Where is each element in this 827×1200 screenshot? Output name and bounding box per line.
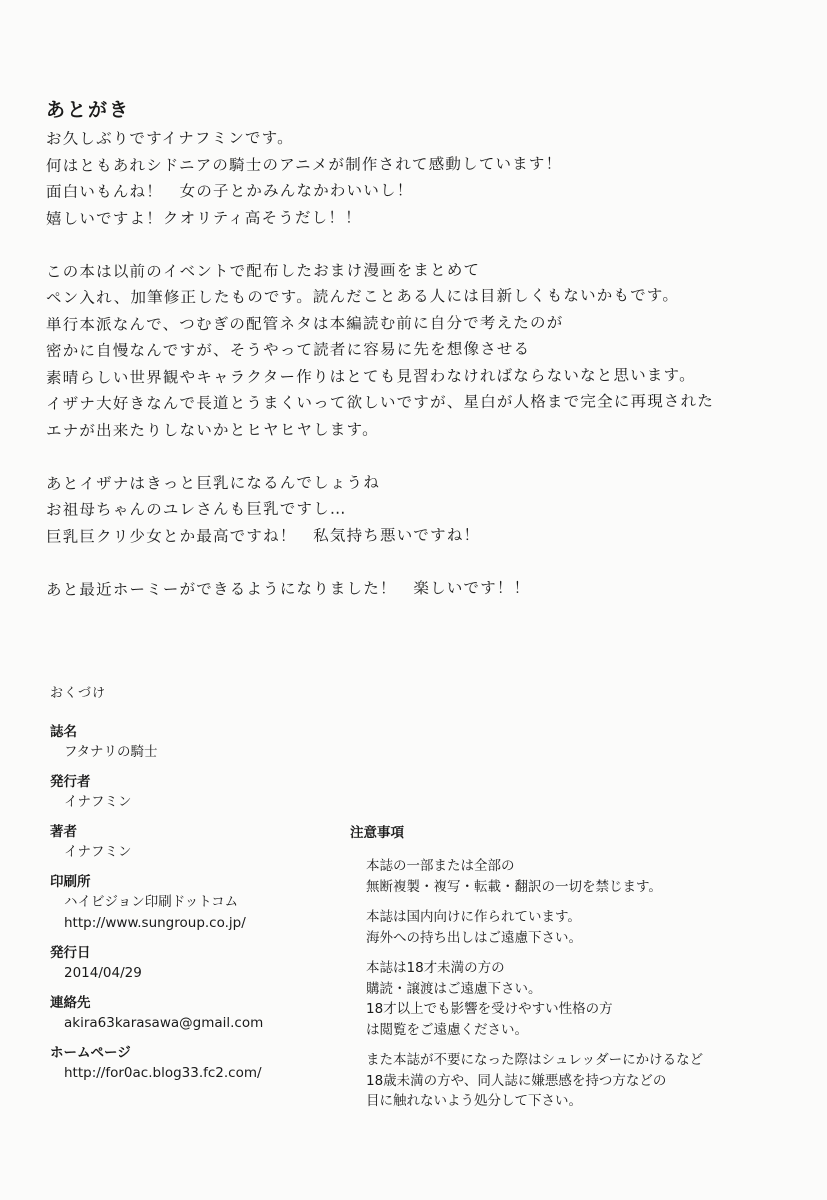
colophon-link[interactable]: akira63karasawa@gmail.com: [64, 1015, 264, 1031]
afterword-line: あと最近ホーミーができるようになりました！ 楽しいです！！: [45, 578, 531, 599]
notice-line: 本誌は国内向けに作られています。: [366, 909, 581, 925]
colophon-value: 2014/04/29: [64, 965, 142, 981]
notice-block: [350, 907, 810, 948]
notices-section: [350, 823, 810, 1122]
afterword-paragraph: [46, 577, 806, 604]
afterword-line: 面白いもんね！ 女の子とかみんなかわいいし！: [45, 181, 414, 201]
notice-block: [350, 1050, 810, 1112]
afterword-line: あとイザナはきっと巨乳になるんでしょうね: [45, 473, 381, 493]
colophon-entry: [50, 943, 350, 984]
colophon-entry: [50, 822, 350, 863]
colophon-label: 連絡先: [50, 995, 91, 1011]
notice-block: [350, 958, 810, 1040]
afterword-title: あとがき: [46, 99, 131, 121]
afterword-body: [46, 126, 806, 603]
afterword-line: お祖母ちゃんのユレさんも巨乳ですし…: [45, 499, 347, 519]
afterword-line: 何はともあれシドニアの騎士のアニメが制作されて感動しています！: [45, 154, 563, 175]
afterword-line: 巨乳巨クリ少女とか最高ですね！ 私気持ち悪いですね！: [45, 525, 481, 546]
afterword-line: 単行本派なんで、つむぎの配管ネタは本編読む前に自分で考えたのが: [45, 313, 564, 334]
colophon-label: 発行者: [50, 774, 91, 790]
afterword-line: 素晴らしい世界観やキャラクター作りはとても見習わなければならないなと思います。: [45, 365, 696, 387]
notice-line: 海外への持ち出しはご遠慮下さい。: [366, 929, 582, 946]
afterword-line: 嬉しいですよ！クオリティ高そうだし！！: [45, 208, 362, 228]
colophon-value: ハイビジョン印刷ドットコム: [64, 894, 239, 910]
notices-body: [350, 856, 810, 1112]
colophon-label: 印刷所: [50, 874, 91, 890]
afterword-line: ペン入れ、加筆修正したものです。読んだことある人には目新しくもないかもです。: [45, 286, 680, 307]
colophon-heading: おくづけ: [50, 686, 107, 701]
colophon-entry: [50, 722, 350, 763]
notice-block: [350, 856, 810, 897]
colophon-section: [50, 684, 350, 1093]
colophon-entry: [50, 1043, 350, 1084]
colophon-entry: [50, 772, 350, 813]
colophon-value: イナフミン: [64, 794, 132, 810]
notice-line: 無断複製・複写・転載・翻訳の一切を禁じます。: [366, 878, 662, 895]
afterword-line: この本は以前のイベントで配布したおまけ漫画をまとめて: [45, 260, 481, 281]
colophon-value: イナフミン: [64, 844, 132, 860]
notice-line: 18才以上でも影響を受けやすい性格の方: [366, 1001, 613, 1017]
colophon-entry: [50, 872, 350, 934]
paragraph-gap: [46, 550, 806, 577]
notice-line: 本誌は18才未満の方の: [366, 960, 505, 976]
paragraph-gap: [46, 444, 806, 471]
notice-line: また本誌が不要になった際はシュレッダーにかけるなど: [366, 1052, 704, 1068]
afterword-paragraph: [46, 471, 806, 551]
notice-line: 目に触れないよう処分して下さい。: [366, 1093, 582, 1109]
colophon-label: 発行日: [50, 945, 91, 961]
afterword-paragraph: [46, 126, 806, 232]
notices-title: 注意事項: [350, 825, 404, 841]
colophon-link[interactable]: http://www.sungroup.co.jp/: [64, 915, 246, 931]
colophon-value: フタナリの騎士: [64, 744, 158, 760]
colophon-link[interactable]: http://for0ac.blog33.fc2.com/: [64, 1065, 262, 1081]
notice-line: 本誌の一部または全部の: [366, 858, 515, 874]
colophon-label: ホームページ: [50, 1045, 131, 1061]
afterword-section: [46, 96, 806, 603]
afterword-paragraph: [46, 259, 806, 445]
notice-line: 18歳未満の方や、同人誌に嫌悪感を持つ方などの: [366, 1072, 667, 1089]
notice-line: 購読・譲渡はご遠慮下さい。: [366, 980, 542, 997]
colophon-entry: [50, 993, 350, 1034]
paragraph-gap: [46, 232, 806, 259]
afterword-line: エナが出来たりしないかとヒヤヒヤします。: [45, 420, 379, 440]
afterword-line: 密かに自慢なんですが、そうやって読者に容易に先を想像させる: [45, 339, 531, 360]
notice-line: は閲覧をご遠慮ください。: [366, 1021, 528, 1038]
afterword-line: お久しぶりですイナフミンです。: [45, 128, 294, 148]
colophon-label: 誌名: [50, 724, 77, 740]
colophon-entries: [50, 722, 350, 1084]
colophon-label: 著者: [50, 824, 77, 840]
afterword-line: イザナ大好きなんで長道とうまくいって欲しいですが、星白が人格まで完全に再現された: [45, 392, 715, 413]
